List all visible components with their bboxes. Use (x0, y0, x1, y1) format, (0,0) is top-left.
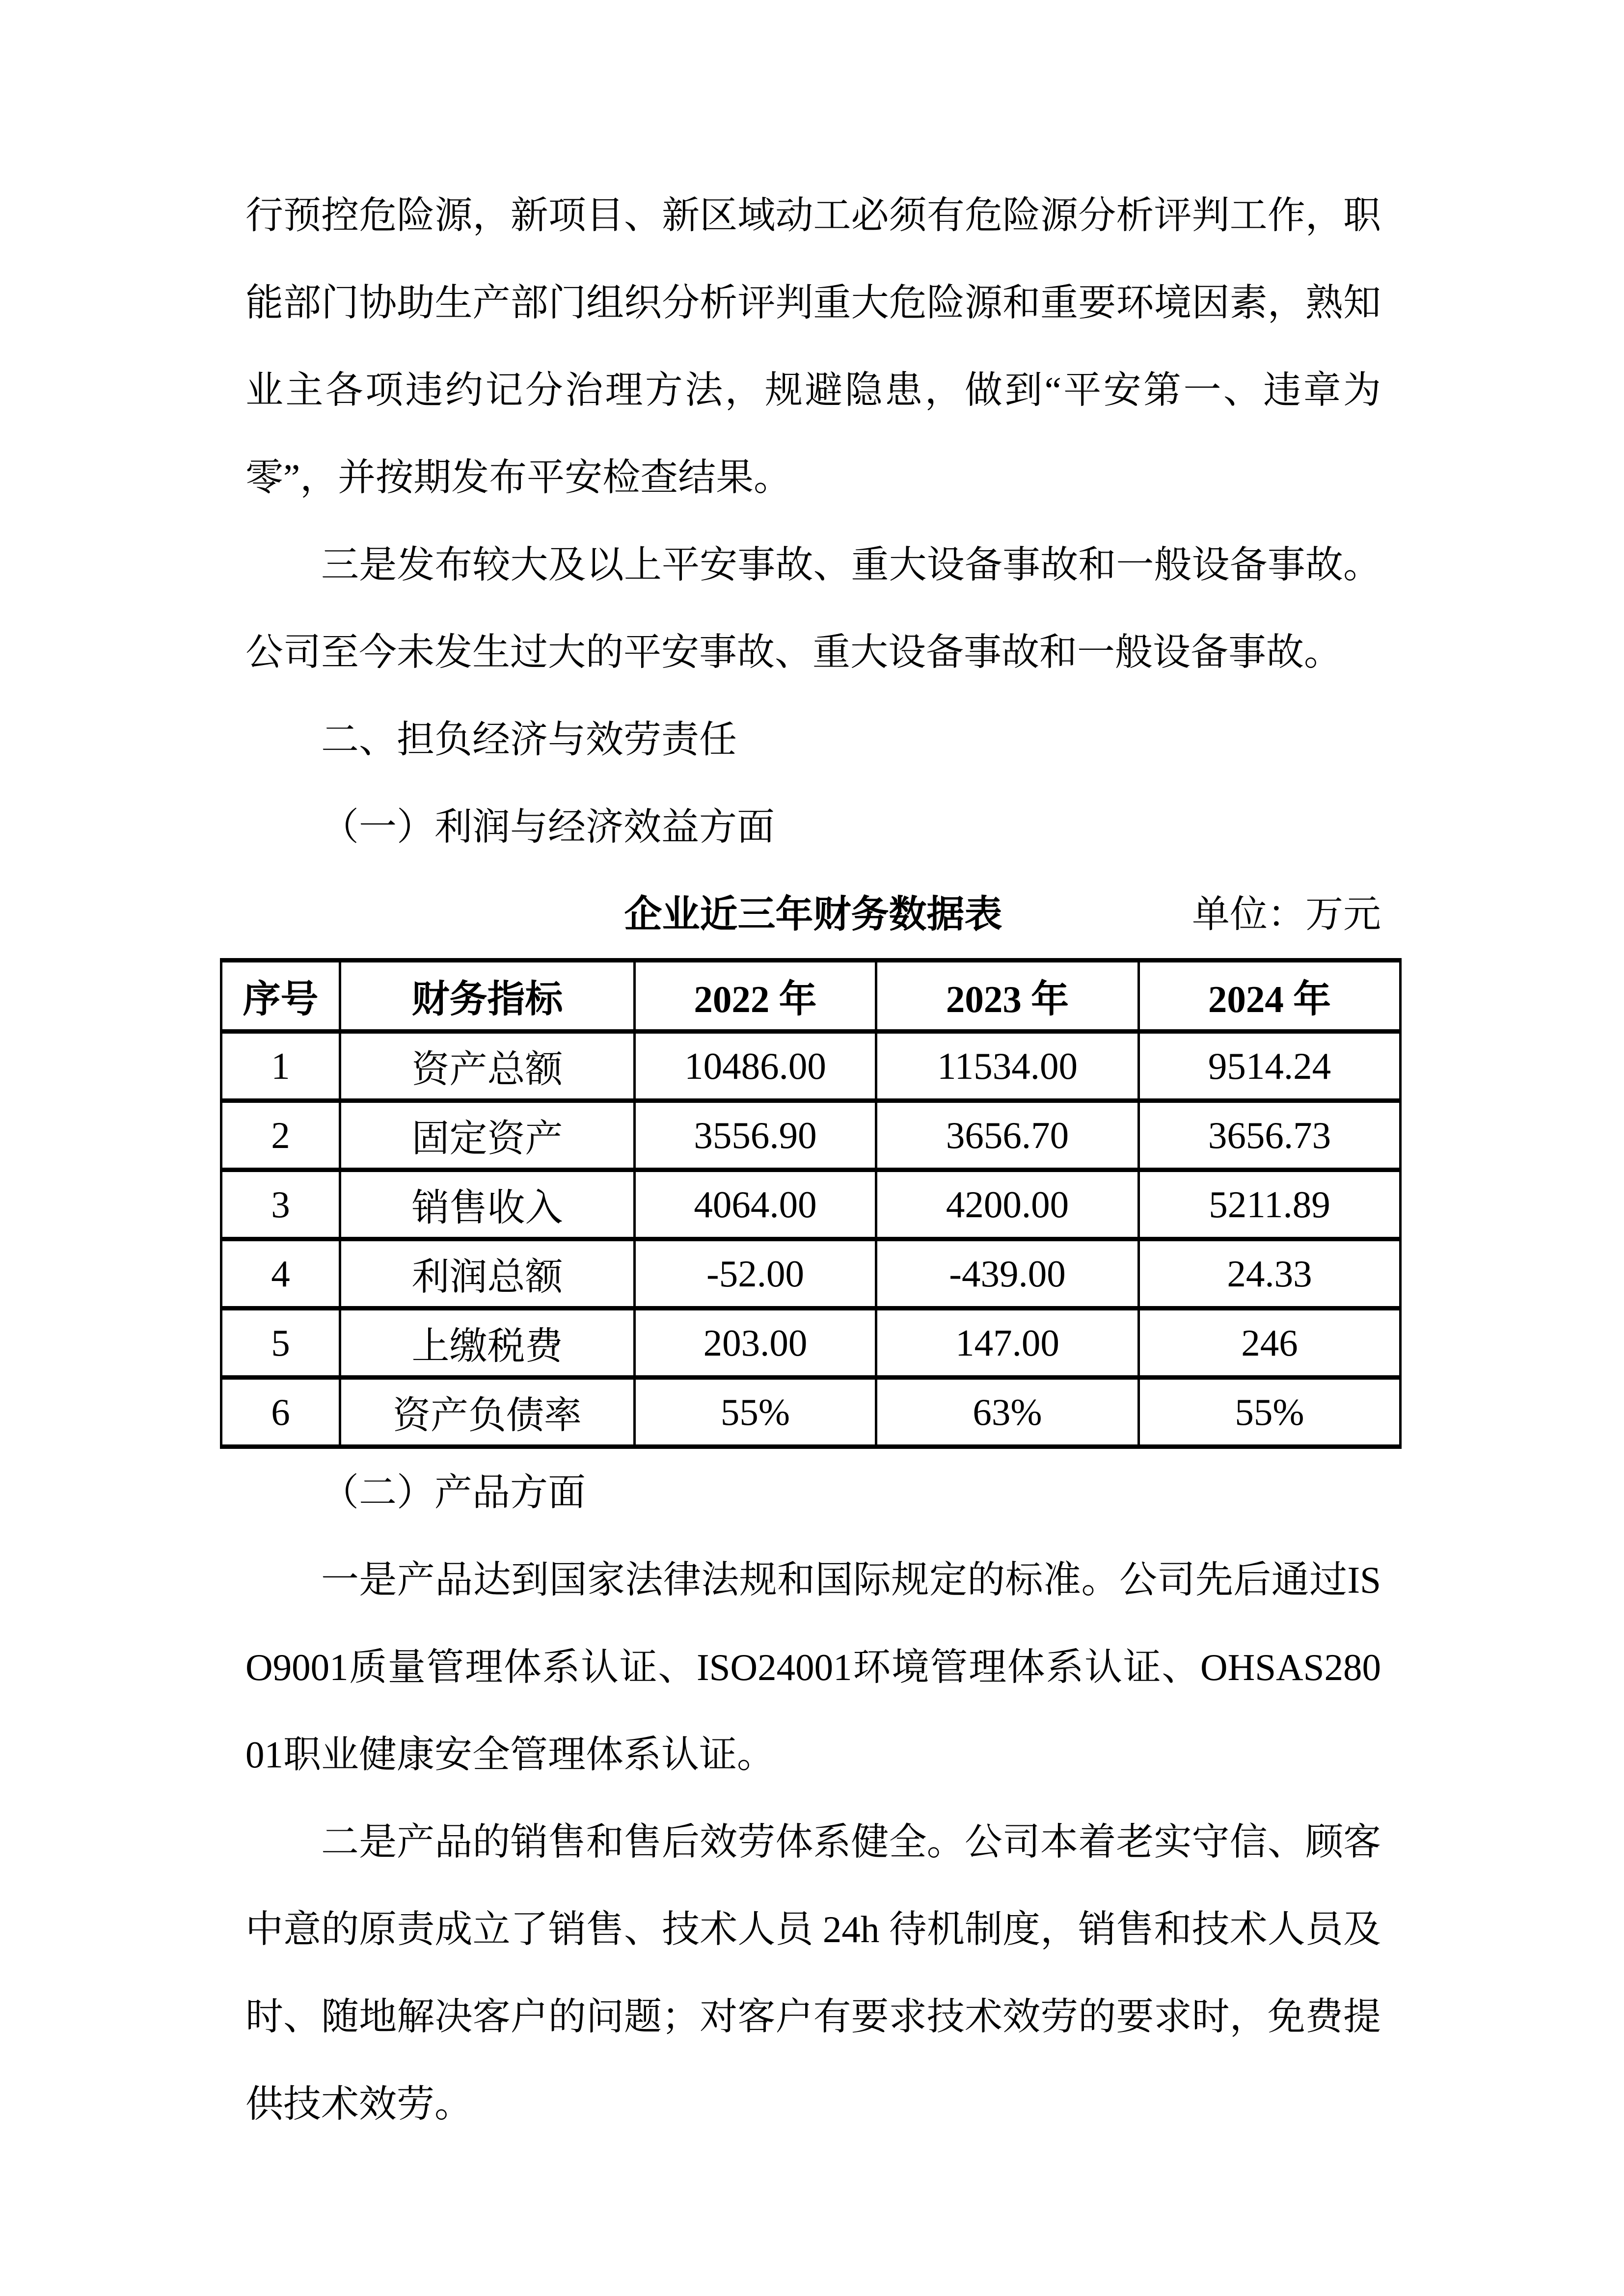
cell-value-2023: -439.00 (876, 1239, 1139, 1308)
cell-indicator: 资产总额 (340, 1032, 635, 1101)
table-row (221, 1170, 1401, 1239)
paragraph-product-standards: 一是产品达到国家法律法规和国际规定的标准。公司先后通过ISO9001质量管理体系认证、ISO24001环境管理体系认证、OHSAS28001职业健康安全管理体系认证。 (245, 1559, 1381, 1776)
cell-value-2024: 24.33 (1139, 1239, 1401, 1308)
table-row (221, 1032, 1401, 1101)
cell-value-2024: 55% (1139, 1378, 1401, 1447)
col-header-index: 序号 (221, 961, 340, 1032)
heading-economic-responsibility: 二、担负经济与效劳责任 (321, 719, 737, 761)
cell-value-2024: 3656.73 (1139, 1101, 1401, 1170)
col-header-2023: 2023 年 (876, 961, 1139, 1032)
paragraph-accident-report: 三是发布较大及以上平安事故、重大设备事故和一般设备事故。公司至今未发生过大的平安事故、重大设备事故和一般设备事故。 (245, 544, 1381, 673)
col-header-2024: 2024 年 (1139, 961, 1401, 1032)
cell-value-2023: 4200.00 (876, 1170, 1139, 1239)
cell-value-2024: 5211.89 (1139, 1170, 1401, 1239)
cell-value-2022: 55% (635, 1378, 876, 1447)
cell-value-2022: 203.00 (635, 1308, 876, 1378)
table-caption-line (245, 871, 1381, 958)
table-header-row (221, 961, 1401, 1032)
col-header-2022: 2022 年 (635, 961, 876, 1032)
cell-value-2022: 10486.00 (635, 1032, 876, 1101)
financial-table-wrap (220, 958, 1399, 1449)
cell-value-2024: 9514.24 (1139, 1032, 1401, 1101)
cell-index: 3 (221, 1170, 340, 1239)
cell-index: 6 (221, 1378, 340, 1447)
cell-value-2022: 4064.00 (635, 1170, 876, 1239)
paragraph-sales-service: 二是产品的销售和售后效劳体系健全。公司本着老实守信、顾客中意的原责成立了销售、技术人员 24h 待机制度，销售和技术人员及时、随地解决客户的问题；对客户有要求技术效劳的要求时，免费提供技术效劳。 (245, 1821, 1381, 2125)
cell-value-2024: 246 (1139, 1308, 1401, 1378)
cell-value-2022: 3556.90 (635, 1101, 876, 1170)
cell-value-2023: 3656.70 (876, 1101, 1139, 1170)
cell-index: 4 (221, 1239, 340, 1308)
table-row (221, 1378, 1401, 1447)
table-row (221, 1308, 1401, 1378)
cell-value-2023: 63% (876, 1378, 1139, 1447)
table-unit-label: 单位：万元 (1192, 893, 1381, 935)
col-header-indicator: 财务指标 (340, 961, 635, 1032)
paragraph-safety-control: 行预控危险源，新项目、新区域动工必须有危险源分析评判工作，职能部门协助生产部门组织分析评判重大危险源和重要环境因素，熟知业主各项违约记分治理方法，规避隐患，做到“平安第一、违章为零”，并按期发布平安检查结果。 (245, 194, 1381, 499)
table-row (221, 1101, 1401, 1170)
cell-value-2023: 11534.00 (876, 1032, 1139, 1101)
cell-value-2023: 147.00 (876, 1308, 1139, 1378)
table-row (221, 1239, 1401, 1308)
cell-indicator: 固定资产 (340, 1101, 635, 1170)
cell-value-2022: -52.00 (635, 1239, 876, 1308)
cell-index: 5 (221, 1308, 340, 1378)
cell-indicator: 销售收入 (340, 1170, 635, 1239)
financial-table (220, 958, 1402, 1449)
table-title: 企业近三年财务数据表 (624, 893, 1002, 935)
cell-indicator: 上缴税费 (340, 1308, 635, 1378)
cell-indicator: 资产负债率 (340, 1378, 635, 1447)
heading-profit-benefit: （一）利润与经济效益方面 (321, 806, 775, 848)
cell-indicator: 利润总额 (340, 1239, 635, 1308)
heading-product-aspect: （二）产品方面 (321, 1471, 586, 1514)
cell-index: 2 (221, 1101, 340, 1170)
cell-index: 1 (221, 1032, 340, 1101)
